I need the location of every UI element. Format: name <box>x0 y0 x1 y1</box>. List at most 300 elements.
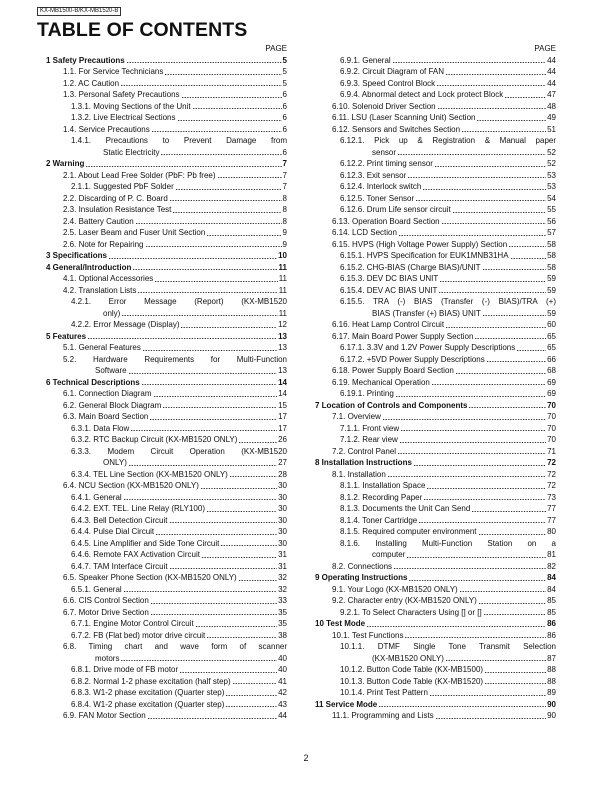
toc-entry[interactable] <box>315 262 556 274</box>
dot-leader <box>388 476 546 477</box>
toc-entry-title: 6.16. Heat Lamp Control Circuit <box>332 320 445 329</box>
page-column-header: PAGE <box>265 44 287 53</box>
toc-entry-page: 68 <box>547 366 556 375</box>
toc-entry[interactable] <box>46 630 287 642</box>
dot-leader <box>517 350 546 351</box>
toc-entry-page: 65 <box>547 331 556 341</box>
toc-entry-page: 40 <box>278 653 287 663</box>
toc-entry-title: 4.1. Optional Accessories <box>63 274 154 283</box>
toc-entry[interactable] <box>46 112 287 124</box>
toc-entry[interactable] <box>46 699 287 711</box>
toc-entry[interactable] <box>315 181 556 193</box>
toc-entry[interactable] <box>315 492 556 504</box>
dot-leader <box>178 120 282 121</box>
dot-leader <box>121 660 277 661</box>
dot-leader <box>133 269 277 270</box>
toc-entry-page: 11 <box>278 262 287 272</box>
dot-leader <box>456 373 546 374</box>
dot-leader <box>436 718 546 719</box>
toc-entry-title: 1.2. AC Caution <box>63 78 120 88</box>
dot-leader <box>109 258 277 259</box>
toc-entry[interactable] <box>315 354 556 366</box>
toc-entry[interactable] <box>46 66 287 78</box>
toc-entry-page: 7 <box>282 170 287 180</box>
toc-entry-title: 6.15.2. CHG-BIAS (Charge BIAS)/UNIT <box>340 262 481 272</box>
toc-entry-title: 7.1.2. Rear view <box>340 435 398 444</box>
toc-entry-title: 11.1. Programming and Lists <box>332 711 434 720</box>
toc-entry[interactable] <box>46 204 287 216</box>
toc-entry[interactable] <box>315 561 556 573</box>
dot-leader <box>477 120 546 121</box>
toc-entry-title: 6.9.2. Circuit Diagram of FAN <box>340 67 445 76</box>
toc-section-entry[interactable] <box>46 55 287 67</box>
toc-entry-title: 4.2. Translation Lists <box>63 285 137 295</box>
toc-entry-title-continued: motors <box>95 653 120 663</box>
toc-entry[interactable] <box>315 607 556 619</box>
toc-entry[interactable] <box>46 216 287 228</box>
toc-entry-title: 6.3.4. TEL Line Section (KX-MB1520 ONLY) <box>71 469 228 479</box>
toc-entry-title: 10.1.3. Button Code Table (KX-MB1520) <box>340 676 484 686</box>
toc-entry[interactable] <box>46 135 287 158</box>
toc-entry-title: 6.17. Main Board Power Supply Section <box>332 331 474 341</box>
toc-section-entry[interactable] <box>46 262 287 274</box>
toc-entry-page: 30 <box>278 481 287 490</box>
dot-leader <box>163 407 277 408</box>
toc-entry-page: 30 <box>278 492 287 502</box>
toc-entry[interactable] <box>46 193 287 205</box>
toc-entry-title: 7.1. Overview <box>332 412 381 421</box>
toc-entry[interactable] <box>315 676 556 688</box>
toc-entry-page: 28 <box>278 469 287 479</box>
toc-entry[interactable] <box>315 273 556 285</box>
toc-entry[interactable] <box>315 66 556 78</box>
toc-entry[interactable] <box>46 78 287 90</box>
dot-leader <box>414 465 546 466</box>
toc-entry-title: 6.4.6. Remote FAX Activation Circuit <box>71 550 200 559</box>
toc-entry[interactable] <box>46 607 287 619</box>
toc-entry-page: 35 <box>278 619 287 628</box>
toc-entry[interactable] <box>46 515 287 527</box>
toc-entry-title: 4 General/Introduction <box>46 262 132 272</box>
toc-entry-title: 2.5. Laser Beam and Fuser Unit Section <box>63 228 206 237</box>
dot-leader <box>173 212 281 213</box>
toc-entry-title: 7.1.1. Front view <box>340 423 400 433</box>
toc-entry-title: 6.13. Operation Board Section <box>332 216 440 226</box>
toc-entry-page: 44 <box>547 78 556 88</box>
toc-entry-title: 6.15.4. DEV AC BIAS UNIT <box>340 285 438 295</box>
dot-leader <box>446 74 546 75</box>
toc-entry-title: 2.4. Battery Caution <box>63 216 134 226</box>
dot-leader <box>442 223 546 224</box>
toc-entry-page: 38 <box>278 630 287 640</box>
toc-entry[interactable] <box>315 377 556 389</box>
toc-entry-title: 8.1.2. Recording Paper <box>340 492 423 502</box>
toc-entry-page: 12 <box>278 320 287 329</box>
toc-entry-page: 77 <box>547 515 556 525</box>
toc-entry[interactable] <box>315 204 556 216</box>
toc-entry-title: 5.2. Hardware Requirements for Multi-Function <box>63 354 287 364</box>
toc-entry[interactable] <box>46 549 287 561</box>
toc-entry[interactable] <box>315 331 556 343</box>
toc-entry[interactable] <box>315 434 556 446</box>
toc-entry-page: 72 <box>547 469 556 479</box>
toc-entry[interactable] <box>315 641 556 664</box>
toc-entry[interactable] <box>46 469 287 481</box>
dot-leader <box>383 419 546 420</box>
toc-entry-page: 70 <box>547 400 556 410</box>
toc-entry[interactable] <box>315 630 556 642</box>
toc-entry-title: 6.12.4. Interlock switch <box>340 182 422 191</box>
toc-entry-page: 6 <box>282 90 287 99</box>
dot-leader <box>439 292 546 293</box>
toc-entry[interactable] <box>46 595 287 607</box>
dot-leader <box>487 361 546 362</box>
dot-leader <box>396 396 546 397</box>
toc-entry-page: 47 <box>547 90 556 99</box>
toc-entry[interactable] <box>46 101 287 113</box>
toc-entry-page: 10 <box>278 251 287 260</box>
toc-entry-title: 2 Warning <box>46 159 85 168</box>
toc-entry[interactable] <box>46 285 287 297</box>
toc-entry-title: 1.3.1. Moving Sections of the Unit <box>71 101 191 111</box>
toc-entry-title: 6.9.1. General <box>340 55 391 65</box>
toc-entry[interactable] <box>315 55 556 67</box>
toc-entry[interactable] <box>46 446 287 469</box>
toc-entry[interactable] <box>46 423 287 435</box>
toc-entry-title: 6.8.1. Drive mode of FB motor <box>71 665 179 674</box>
toc-entry-page: 42 <box>278 688 287 697</box>
toc-entry[interactable] <box>315 78 556 90</box>
toc-entry[interactable] <box>46 561 287 573</box>
dot-leader <box>176 189 282 190</box>
dot-leader <box>400 442 546 443</box>
toc-entry-page: 71 <box>547 446 556 456</box>
toc-entry[interactable] <box>46 676 287 688</box>
toc-entry[interactable] <box>315 411 556 423</box>
toc-entry[interactable] <box>315 124 556 136</box>
toc-entry-page: 7 <box>282 159 287 168</box>
dot-leader <box>475 338 546 339</box>
toc-section-entry[interactable] <box>46 250 287 262</box>
toc-entry[interactable] <box>46 388 287 400</box>
toc-entry-page: 72 <box>547 458 556 467</box>
toc-entry-title: 1.3. Personal Safety Precautions <box>63 90 180 99</box>
toc-entry[interactable] <box>46 273 287 285</box>
toc-entry-title: 6.17.1. 3.3V and 1.2V Power Supply Descriptions <box>340 343 516 352</box>
dot-leader <box>505 97 546 98</box>
toc-entry-title: 6.12.2. Print timing sensor <box>340 159 433 168</box>
toc-entry[interactable] <box>46 400 287 412</box>
toc-entry-title: 7 Location of Controls and Components <box>315 400 468 410</box>
toc-entry-title: 6.6. CIS Control Section <box>63 596 149 605</box>
dot-leader <box>143 350 277 351</box>
toc-entry-title: 6.4.4. Pulse Dial Circuit <box>71 527 155 536</box>
toc-entry[interactable] <box>315 503 556 515</box>
toc-entry-title-continued: computer <box>372 550 406 559</box>
dot-leader <box>446 327 546 328</box>
toc-entry-title-continued: only) <box>103 308 121 318</box>
toc-entry[interactable] <box>315 89 556 101</box>
toc-entry-title-continued: (KX-MB1520 ONLY) <box>372 653 444 663</box>
toc-entry-title: 11 Service Mode <box>315 699 378 709</box>
toc-entry-page: 84 <box>547 573 556 582</box>
toc-entry[interactable] <box>46 342 287 354</box>
toc-entry[interactable] <box>46 572 287 584</box>
dot-leader <box>138 292 277 293</box>
toc-entry-page: 14 <box>278 389 287 398</box>
dot-leader <box>170 522 278 523</box>
toc-entry[interactable] <box>46 641 287 664</box>
toc-entry[interactable] <box>46 124 287 136</box>
toc-section-entry[interactable] <box>315 457 556 469</box>
toc-entry-page: 70 <box>547 412 556 421</box>
toc-entry[interactable] <box>315 687 556 699</box>
toc-entry-title-continued: Static Electricity <box>103 147 160 157</box>
toc-entry-title: 10.1.2. Button Code Table (KX-MB1500) <box>340 665 484 674</box>
toc-entry-title: 8 Installation Instructions <box>315 458 412 467</box>
toc-entry-page: 5 <box>282 67 287 76</box>
toc-entry[interactable] <box>315 101 556 113</box>
toc-entry-title: 9.2.1. To Select Characters Using [] or [] <box>340 607 482 617</box>
dot-leader <box>124 499 277 500</box>
toc-entry-title: 8.1.5. Required computer environment <box>340 527 477 536</box>
toc-entry[interactable] <box>46 687 287 699</box>
toc-entry[interactable] <box>315 170 556 182</box>
dot-leader <box>419 522 546 523</box>
dot-leader <box>401 430 546 431</box>
toc-entry-title: 1.4.1. Precautions to Prevent Damage from <box>71 136 287 145</box>
toc-entry-title-continued: BIAS (Transfer (+) BIAS) UNIT <box>372 308 481 318</box>
toc-entry[interactable] <box>315 135 556 158</box>
toc-entry[interactable] <box>315 469 556 481</box>
toc-entry-page: 6 <box>282 101 287 111</box>
dot-leader <box>446 660 546 661</box>
toc-list-left <box>46 55 287 722</box>
toc-entry-title: 6.2. General Block Diagram <box>63 400 162 410</box>
dot-leader <box>393 62 546 63</box>
toc-entry[interactable] <box>315 296 556 319</box>
toc-entry[interactable] <box>315 480 556 492</box>
toc-entry[interactable] <box>315 423 556 435</box>
dot-leader <box>193 108 282 109</box>
toc-entry[interactable] <box>315 112 556 124</box>
toc-entry[interactable] <box>46 480 287 492</box>
toc-entry-title: 10.1.1. DTMF Single Tone Transmit Selection <box>340 642 556 651</box>
toc-entry[interactable] <box>46 89 287 101</box>
toc-entry[interactable] <box>46 296 287 319</box>
toc-entry-page: 66 <box>547 354 556 364</box>
dot-leader <box>221 545 277 546</box>
dot-leader <box>438 108 546 109</box>
toc-entry-page: 90 <box>547 711 556 720</box>
toc-entry-title: 6.4.7. TAM Interface Circuit <box>71 561 168 571</box>
toc-entry-title: 6.15.1. HVPS Specification for EUK1MNB31HA <box>340 251 509 260</box>
toc-entry-title: 6.3. Main Board Section <box>63 412 149 421</box>
toc-entry-page: 58 <box>547 251 556 260</box>
dot-leader <box>511 258 547 259</box>
toc-entry-title: 6.15.5. TRA (-) BIAS (Transfer (-) BIAS)/TRA (+) <box>340 297 556 306</box>
dot-leader <box>440 281 546 282</box>
toc-entry-page: 31 <box>278 561 287 571</box>
toc-entry-page: 82 <box>547 561 556 571</box>
toc-entry-title: 2.3. Insulation Resistance Test <box>63 205 172 214</box>
dot-leader <box>379 706 546 707</box>
dot-leader <box>230 476 277 477</box>
toc-entry-title: 6.14. LCD Section <box>332 228 397 237</box>
dot-leader <box>142 384 277 385</box>
toc-entry[interactable] <box>46 584 287 596</box>
toc-entry-title-continued: ONLY) <box>103 458 127 467</box>
toc-entry-page: 6 <box>282 113 287 122</box>
toc-entry-page: 70 <box>547 423 556 433</box>
dot-leader <box>181 327 277 328</box>
dot-leader <box>430 695 546 696</box>
toc-entry-page: 44 <box>547 67 556 76</box>
toc-entry[interactable] <box>46 618 287 630</box>
toc-entry-page: 33 <box>278 596 287 605</box>
dot-leader <box>131 430 277 431</box>
toc-entry[interactable] <box>315 227 556 239</box>
toc-entry[interactable] <box>46 319 287 331</box>
toc-entry[interactable] <box>315 365 556 377</box>
toc-entry-page: 58 <box>547 239 556 249</box>
toc-entry[interactable] <box>46 227 287 239</box>
toc-entry[interactable] <box>46 181 287 193</box>
toc-entry-title: 8.1.1. Installation Space <box>340 481 426 490</box>
toc-entry-title: 6.4.3. Bell Detection Circuit <box>71 515 168 525</box>
toc-entry-page: 35 <box>278 607 287 617</box>
dot-leader <box>239 442 277 443</box>
dot-leader <box>124 591 277 592</box>
toc-entry-title: 6.7.1. Engine Motor Control Circuit <box>71 619 194 628</box>
dot-leader <box>483 269 547 270</box>
toc-entry[interactable] <box>315 526 556 538</box>
toc-entry-page: 59 <box>547 274 556 283</box>
toc-entry-title: 6.12. Sensors and Switches Section <box>332 124 461 134</box>
toc-section-entry[interactable] <box>315 618 556 630</box>
dot-leader <box>207 637 277 638</box>
toc-entry-title: 6.4.2. EXT. TEL. Line Relay (RLY100) <box>71 504 205 513</box>
toc-section-entry[interactable] <box>46 158 287 170</box>
toc-entry[interactable] <box>315 216 556 228</box>
toc-entry-page: 69 <box>547 389 556 398</box>
toc-entry[interactable] <box>315 515 556 527</box>
toc-entry[interactable] <box>315 710 556 722</box>
toc-entry-page: 65 <box>547 343 556 352</box>
dot-leader <box>367 626 546 627</box>
toc-entry[interactable] <box>315 285 556 297</box>
toc-entry-page: 8 <box>282 205 287 214</box>
dot-leader <box>233 683 277 684</box>
toc-entry-page: 52 <box>547 159 556 168</box>
toc-entry-page: 6 <box>282 124 287 134</box>
toc-entry-page: 13 <box>278 366 287 375</box>
toc-entry[interactable] <box>315 388 556 400</box>
toc-entry[interactable] <box>46 503 287 515</box>
toc-section-entry[interactable] <box>315 572 556 584</box>
toc-entry-page: 60 <box>547 320 556 329</box>
toc-entry-page: 30 <box>278 515 287 525</box>
toc-entry[interactable] <box>46 170 287 182</box>
toc-entry-title: 6.1. Connection Diagram <box>63 389 152 398</box>
toc-entry-page: 14 <box>278 377 287 387</box>
toc-entry-page: 53 <box>547 170 556 180</box>
toc-entry-page: 5 <box>282 55 287 65</box>
toc-entry[interactable] <box>46 239 287 251</box>
dot-leader <box>165 74 281 75</box>
toc-entry-page: 27 <box>278 458 287 467</box>
toc-entry-page: 13 <box>278 343 287 352</box>
toc-entry-page: 84 <box>547 584 556 594</box>
toc-entry-page: 87 <box>547 653 556 663</box>
toc-entry[interactable] <box>315 250 556 262</box>
toc-entry-title: 6.8. Timing chart and wave form of scanner <box>63 642 287 651</box>
toc-entry[interactable] <box>315 193 556 205</box>
dot-leader <box>509 246 546 247</box>
toc-entry[interactable] <box>46 664 287 676</box>
dot-leader <box>170 568 277 569</box>
toc-entry[interactable] <box>46 526 287 538</box>
toc-entry[interactable] <box>315 538 556 561</box>
toc-entry[interactable] <box>46 492 287 504</box>
toc-entry[interactable] <box>315 595 556 607</box>
dot-leader <box>202 557 277 558</box>
toc-entry[interactable] <box>315 446 556 458</box>
toc-entry-title: 6.9. FAN Motor Section <box>63 711 146 720</box>
toc-entry[interactable] <box>315 342 556 354</box>
dot-leader <box>399 235 546 236</box>
toc-entry-title: 9.2. Character entry (KX-MB1520 ONLY) <box>332 596 477 605</box>
toc-entry[interactable] <box>46 538 287 550</box>
toc-entry[interactable] <box>315 664 556 676</box>
toc-entry[interactable] <box>46 411 287 423</box>
toc-entry[interactable] <box>315 158 556 170</box>
toc-column-left <box>46 43 287 722</box>
dot-leader <box>226 695 277 696</box>
toc-entry[interactable] <box>46 710 287 722</box>
dot-leader <box>424 499 546 500</box>
dot-leader <box>152 131 282 132</box>
dot-leader <box>226 706 277 707</box>
toc-section-entry[interactable] <box>46 331 287 343</box>
dot-leader <box>462 131 546 132</box>
toc-section-entry[interactable] <box>315 400 556 412</box>
toc-entry-page: 80 <box>547 527 556 536</box>
toc-entry-page: 86 <box>547 630 556 640</box>
toc-entry-page: 59 <box>547 308 556 318</box>
toc-entry-title: 6.3.1. Data Flow <box>71 423 130 433</box>
toc-entry-title: 4.2.1. Error Message (Report) (KX-MB1520 <box>71 297 287 306</box>
toc-entry-title: 6.9.3. Speed Control Block <box>340 78 436 88</box>
toc-entry[interactable] <box>46 434 287 446</box>
toc-entry-title: 1 Safety Precautions <box>46 55 125 65</box>
dot-leader <box>156 534 277 535</box>
toc-entry-title: 10 Test Mode <box>315 619 366 628</box>
toc-entry[interactable] <box>315 319 556 331</box>
dot-leader <box>150 419 277 420</box>
toc-section-entry[interactable] <box>315 699 556 711</box>
toc-entry[interactable] <box>46 354 287 377</box>
toc-entry-title: 9.1. Your Logo (KX-MB1520 ONLY) <box>332 584 458 594</box>
dot-leader <box>151 614 277 615</box>
toc-entry-page: 58 <box>547 262 556 272</box>
toc-section-entry[interactable] <box>46 377 287 389</box>
dot-leader <box>394 568 546 569</box>
toc-entry[interactable] <box>315 239 556 251</box>
toc-entry-page: 5 <box>282 78 287 88</box>
toc-entry[interactable] <box>315 584 556 596</box>
dot-leader <box>398 154 546 155</box>
